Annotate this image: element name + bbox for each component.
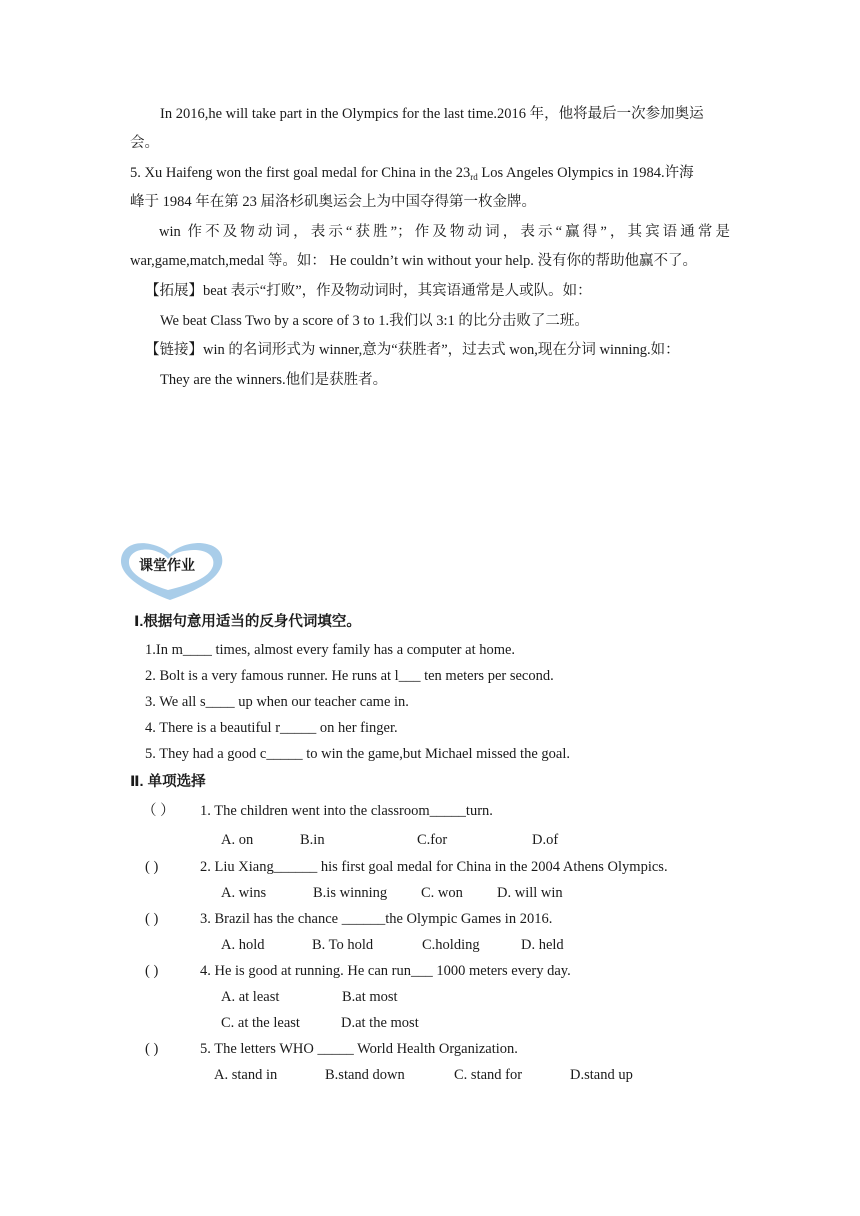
q5-answer-bracket[interactable]: ( ) (145, 1041, 159, 1057)
q1-answer-bracket[interactable]: （ ） (142, 803, 175, 819)
explanation-line-3 (130, 163, 694, 187)
q5-option-c[interactable]: C. stand for (454, 1067, 523, 1083)
q4-option-b[interactable]: B.at most (342, 989, 398, 1005)
q2-stem: 2. Liu Xiang______ his first goal medal for China in the 2004 Athens Olympics. (200, 859, 668, 875)
explanation-line-5: win 作不及物动词，表示“获胜”；作及物动词，表示“赢得”，其宾语通常是 (159, 224, 730, 240)
q4-option-c[interactable]: C. at the least (221, 1015, 300, 1031)
expansion-note: 【拓展】beat 表示“打败”，作及物动词时，其宾语通常是人或队。如： (145, 283, 592, 299)
q4-stem: 4. He is good at running. He can run___ 1000 meters every day. (200, 963, 571, 979)
part2-title: Ⅱ. 单项选择 (130, 774, 206, 790)
q5-option-a[interactable]: A. stand in (214, 1067, 278, 1083)
section-badge-label: 课堂作业 (139, 558, 195, 574)
explanation-line-6: war,game,match,medal 等。如： He couldn’t win without your help. 没有你的帮助他赢不了。 (130, 253, 697, 269)
q1-option-a[interactable]: A. on (221, 832, 254, 848)
q4-option-a[interactable]: A. at least (221, 989, 280, 1005)
q1-option-d[interactable]: D.of (532, 832, 559, 848)
q5-stem: 5. The letters WHO _____ World Health Organization. (200, 1041, 518, 1057)
q1-option-b[interactable]: B.in (300, 832, 325, 848)
q5-option-d[interactable]: D.stand up (570, 1067, 633, 1083)
q3-option-d[interactable]: D. held (521, 937, 564, 953)
q1-option-c[interactable]: C.for (417, 832, 448, 848)
part1-item-3: 3. We all s____ up when our teacher came in. (145, 694, 409, 710)
q3-option-a[interactable]: A. hold (221, 937, 265, 953)
q4-option-d[interactable]: D.at the most (341, 1015, 419, 1031)
q2-option-c[interactable]: C. won (421, 885, 463, 901)
q2-option-d[interactable]: D. will win (497, 885, 563, 901)
q5-option-b[interactable]: B.stand down (325, 1067, 405, 1083)
explanation-line-2: 会。 (130, 135, 159, 151)
part1-item-5: 5. They had a good c_____ to win the game,but Michael missed the goal. (145, 746, 570, 762)
part1-item-4: 4. There is a beautiful r_____ on her finger. (145, 720, 398, 736)
q2-answer-bracket[interactable]: ( ) (145, 859, 159, 875)
part1-item-1: 1.In m____ times, almost every family has a computer at home. (145, 642, 516, 658)
part1-item-2: 2. Bolt is a very famous runner. He runs at l___ ten meters per second. (145, 668, 554, 684)
part1-title: Ⅰ.根据句意用适当的反身代词填空。 (134, 614, 361, 630)
q3-stem: 3. Brazil has the chance ______the Olympic Games in 2016. (200, 911, 553, 927)
explanation-line-1: In 2016,he will take part in the Olympics for the last time.2016 年，他将最后一次参加奥运 (160, 106, 704, 122)
link-note: 【链接】win 的名词形式为 winner,意为“获胜者”，过去式 won,现在分词 winning.如： (145, 342, 680, 358)
q3-answer-bracket[interactable]: ( ) (145, 911, 159, 927)
expansion-example: We beat Class Two by a score of 3 to 1.我们以 3:1 的比分击败了二班。 (160, 313, 589, 329)
explanation-line-3-start: 5. Xu Haifeng won the first goal medal for China in the 23 (130, 165, 471, 181)
explanation-line-3-end: Los Angeles Olympics in 1984.许海 (477, 165, 694, 181)
q3-option-b[interactable]: B. To hold (312, 937, 374, 953)
q4-answer-bracket[interactable]: ( ) (145, 963, 159, 979)
ordinal-suffix: rd (470, 172, 478, 182)
q2-option-a[interactable]: A. wins (221, 885, 267, 901)
q1-stem: 1. The children went into the classroom_____turn. (200, 803, 493, 819)
q3-option-c[interactable]: C.holding (422, 937, 480, 953)
link-example: They are the winners.他们是获胜者。 (160, 372, 388, 388)
section-badge (118, 540, 226, 602)
q2-option-b[interactable]: B.is winning (313, 885, 388, 901)
explanation-line-4: 峰于 1984 年在第 23 届洛杉矶奥运会上为中国夺得第一枚金牌。 (130, 194, 536, 210)
